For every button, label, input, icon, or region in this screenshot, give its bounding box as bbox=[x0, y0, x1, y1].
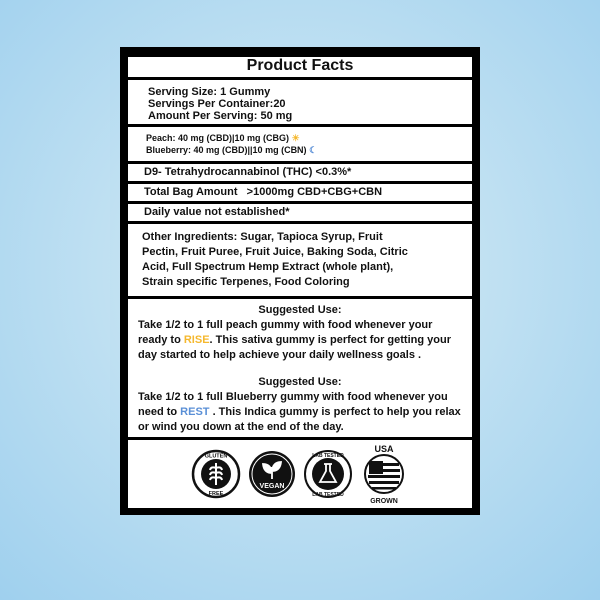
usa-bottom-text: GROWN bbox=[370, 498, 398, 505]
lab-top-text: LAB TESTED bbox=[312, 453, 344, 459]
blueberry-use-line bbox=[138, 405, 462, 420]
peach-use-line: Take 1/2 to 1 full peach gummy with food whenever your bbox=[138, 319, 433, 331]
sun-icon: ☀ bbox=[291, 133, 300, 143]
serving-box bbox=[128, 80, 472, 124]
rest-highlight: REST bbox=[180, 406, 210, 418]
product-facts-label bbox=[120, 47, 480, 515]
blueberry-use-text: . This Indica gummy is perfect to help you relax bbox=[209, 406, 461, 418]
ingredients-box bbox=[128, 224, 472, 296]
suggested-use-box bbox=[128, 299, 472, 437]
servings-per-container: Servings Per Container:20 bbox=[148, 98, 286, 110]
thc-text: D9- Tetrahydrocannabinol (THC) <0.3%* bbox=[144, 166, 352, 178]
usa-grown-icon bbox=[358, 442, 410, 506]
gluten-free-icon bbox=[190, 442, 242, 506]
total-box bbox=[128, 184, 472, 201]
spacer bbox=[138, 363, 462, 375]
peach-use-text: . This sativa gummy is perfect for getting your bbox=[209, 334, 451, 346]
thc-box bbox=[128, 164, 472, 181]
total-text: Total Bag Amount >1000mg CBD+CBG+CBN bbox=[144, 186, 383, 198]
blueberry-use-text: need to bbox=[138, 406, 181, 418]
vegan-icon bbox=[246, 442, 298, 506]
blueberry-use-line: or wind you down at the end of the day. bbox=[138, 421, 344, 433]
blueberry-use-line: Take 1/2 to 1 full Blueberry gummy with food whenever you bbox=[138, 391, 448, 403]
lab-tested-icon bbox=[302, 442, 354, 506]
title-box bbox=[128, 57, 472, 77]
blueberry-text: Blueberry: 40 mg (CBD)||10 mg (CBN) bbox=[146, 145, 307, 155]
peach-use-line bbox=[138, 333, 462, 348]
peach-line bbox=[146, 132, 454, 144]
suggested-use-heading: Suggested Use: bbox=[258, 304, 342, 316]
flavors-box bbox=[128, 127, 472, 161]
daily-value-box bbox=[128, 204, 472, 221]
usa-top-text: USA bbox=[374, 444, 394, 454]
peach-use-text: ready to bbox=[138, 334, 184, 346]
serving-size: Serving Size: 1 Gummy bbox=[148, 86, 271, 98]
gluten-top-text: GLUTEN bbox=[204, 453, 228, 460]
badges-box bbox=[128, 440, 472, 508]
ingredients-line: Other Ingredients: Sugar, Tapioca Syrup, Fruit bbox=[142, 231, 383, 243]
suggested-use-heading: Suggested Use: bbox=[258, 376, 342, 388]
blueberry-line bbox=[146, 144, 454, 156]
rise-highlight: RISE bbox=[183, 334, 210, 346]
moon-icon: ☾ bbox=[309, 145, 318, 155]
peach-text: Peach: 40 mg (CBD)|10 mg (CBG) bbox=[146, 133, 290, 143]
ingredients-line: Strain specific Terpenes, Food Coloring bbox=[142, 276, 350, 288]
amount-per-serving: Amount Per Serving: 50 mg bbox=[148, 110, 293, 122]
ingredients-line: Pectin, Fruit Puree, Fruit Juice, Baking Soda, Citric bbox=[142, 246, 408, 258]
vegan-text: VEGAN bbox=[259, 483, 285, 490]
gluten-bottom-text: FREE bbox=[208, 491, 224, 497]
peach-use-line: day started to help achieve your daily wellness goals . bbox=[138, 349, 422, 361]
page-title: Product Facts bbox=[246, 57, 354, 74]
daily-value-text: Daily value not established* bbox=[144, 206, 290, 218]
lab-bottom-text: LAB TESTED bbox=[312, 492, 344, 498]
ingredients-line: Acid, Full Spectrum Hemp Extract (whole plant), bbox=[142, 261, 394, 273]
